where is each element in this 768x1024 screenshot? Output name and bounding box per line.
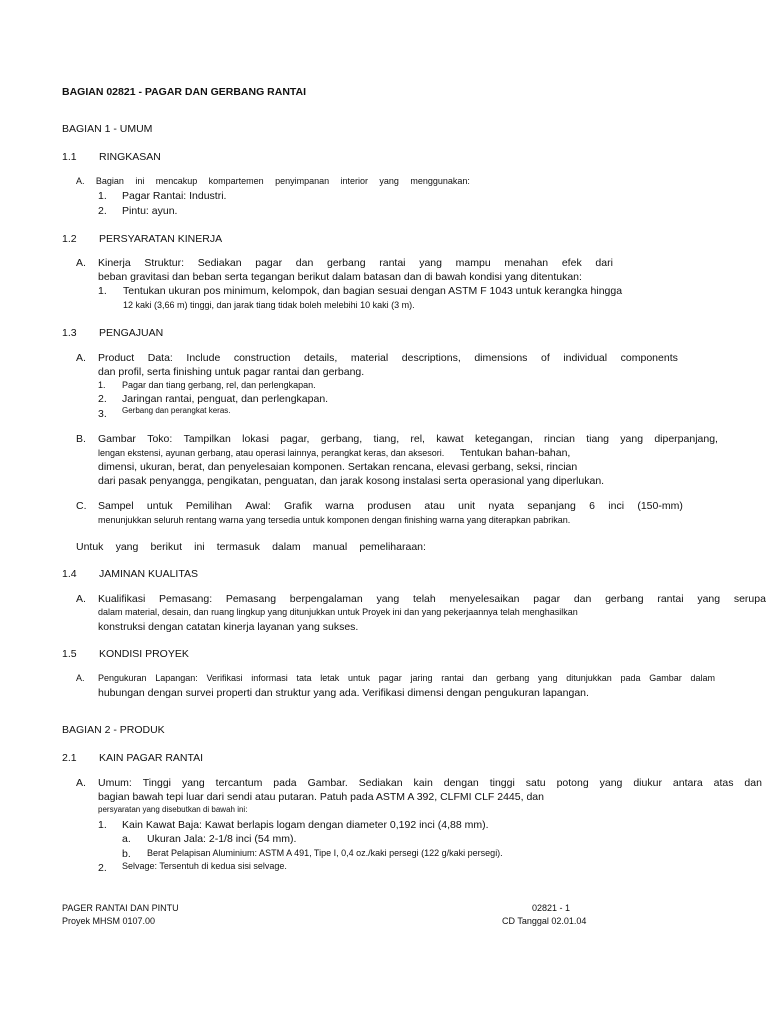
section-1-3-number: 1.3 bbox=[62, 327, 77, 339]
s15-marker-a: A. bbox=[76, 673, 85, 683]
s12-item-1-line1: Tentukan ukuran pos minimum, kelompok, dan bagian sesuai dengan ASTM F 1043 untuk kerangka hingga bbox=[123, 285, 623, 297]
s12-item-1-number: 1. bbox=[98, 285, 107, 297]
s13-marker-b: B. bbox=[76, 433, 86, 445]
s12-item-1-line2: 12 kaki (3,66 m) tinggi, dan jarak tiang tidak boleh melebihi 10 kaki (3 m). bbox=[123, 300, 415, 310]
s11-item-2: Pintu: ayun. bbox=[122, 205, 178, 217]
s21-item-2-number: 2. bbox=[98, 862, 107, 874]
section-2-1-title: KAIN PAGAR RANTAI bbox=[99, 752, 204, 764]
s21-sub-a: Ukuran Jala: 2-1/8 inci (54 mm). bbox=[147, 833, 297, 845]
s13-paragraph-c-line2: menunjukkan seluruh rentang warna yang tersedia untuk komponen dengan finishing warna yang diterapkan pabrikan. bbox=[98, 515, 571, 525]
s12-marker-a: A. bbox=[76, 257, 86, 269]
section-2-1-number: 2.1 bbox=[62, 752, 77, 764]
s13-paragraph-b-line3: dimensi, ukuran, berat, dan penyelesaian komponen. Sertakan rencana, elevasi gerbang, seksi, rincian bbox=[98, 461, 578, 473]
footer-left-title: PAGER RANTAI DAN PINTU bbox=[62, 903, 179, 913]
s13-item-3-number: 3. bbox=[98, 408, 107, 420]
section-1-1-number: 1.1 bbox=[62, 151, 77, 163]
section-1-1-title: RINGKASAN bbox=[99, 151, 161, 163]
s13-paragraph-b-line1: Gambar Toko: Tampilkan lokasi pagar, gerbang, tiang, rel, kawat ketegangan, rincian tiang yang diperpanjang, bbox=[98, 433, 718, 445]
s13-marker-c: C. bbox=[76, 500, 87, 512]
s21-item-1: Kain Kawat Baja: Kawat berlapis logam dengan diameter 0,192 inci (4,88 mm). bbox=[122, 819, 489, 831]
s21-sub-a-number: a. bbox=[122, 833, 131, 845]
s13-item-1-number: 1. bbox=[98, 380, 106, 390]
s21-item-2: Selvage: Tersentuh di kedua sisi selvage. bbox=[122, 861, 287, 871]
s11-item-1-number: 1. bbox=[98, 190, 107, 202]
s21-paragraph-a-line3: persyaratan yang disebutkan di bawah ini: bbox=[98, 805, 248, 814]
s14-paragraph-a-line2: dalam material, desain, dan ruang lingkup yang ditunjukkan untuk Proyek ini dan yang pekerjaannya telah menghasilkan bbox=[98, 607, 578, 617]
s21-marker-a: A. bbox=[76, 777, 86, 789]
s13-item-2: Jaringan rantai, penguat, dan perlengkapan. bbox=[122, 393, 329, 405]
s21-sub-b-number: b. bbox=[122, 848, 131, 860]
s13-paragraph-b-line2a: lengan ekstensi, ayunan gerbang, atau operasi lainnya, perangkat keras, dan aksesori. bbox=[98, 448, 445, 458]
section-1-5-title: KONDISI PROYEK bbox=[99, 648, 189, 660]
section-1-2-number: 1.2 bbox=[62, 233, 77, 245]
s11-item-1: Pagar Rantai: Industri. bbox=[122, 190, 227, 202]
document-title: BAGIAN 02821 - PAGAR DAN GERBANG RANTAI bbox=[62, 86, 307, 98]
s13-paragraph-b-line4: dari pasak penyangga, pengikatan, penguatan, dan jarak kosong instalasi serta operasional yang diperlukan. bbox=[98, 475, 605, 487]
footer-left-project: Proyek MHSM 0107.00 bbox=[62, 916, 156, 926]
s21-sub-b: Berat Pelapisan Aluminium: ASTM A 491, Tipe I, 0,4 oz./kaki persegi (122 g/kaki persegi). bbox=[147, 848, 503, 858]
s21-paragraph-a-line1: Umum: Tinggi yang tercantum pada Gambar. Sediakan kain dengan tinggi satu potong yang diukur antara atas dan bbox=[98, 777, 762, 789]
s12-paragraph-a-line1: Kinerja Struktur: Sediakan pagar dan gerbang rantai yang mampu menahan efek dari bbox=[98, 257, 613, 269]
part-1-heading: BAGIAN 1 - UMUM bbox=[62, 123, 153, 135]
s13-paragraph-c-line1: Sampel untuk Pemilihan Awal: Grafik warna produsen atau unit nyata sepanjang 6 inci (150-mm) bbox=[98, 500, 683, 512]
s13-marker-a: A. bbox=[76, 352, 86, 364]
s13-paragraph-a-line2: dan profil, serta finishing untuk pagar rantai dan gerbang. bbox=[98, 366, 365, 378]
s13-item-1: Pagar dan tiang gerbang, rel, dan perlengkapan. bbox=[122, 380, 316, 390]
s14-marker-a: A. bbox=[76, 593, 86, 605]
s13-paragraph-b-line2b: Tentukan bahan-bahan, bbox=[460, 447, 571, 459]
section-1-4-title: JAMINAN KUALITAS bbox=[99, 568, 198, 580]
s13-item-2-number: 2. bbox=[98, 393, 107, 405]
section-1-3-title: PENGAJUAN bbox=[99, 327, 164, 339]
s13-paragraph-a-line1: Product Data: Include construction details, material descriptions, dimensions of individual components bbox=[98, 352, 678, 364]
s14-paragraph-a-line1: Kualifikasi Pemasang: Pemasang berpengalaman yang telah menyelesaikan pagar dan gerbang rantai yang serupa bbox=[98, 593, 766, 605]
part-2-heading: BAGIAN 2 - PRODUK bbox=[62, 724, 165, 736]
s11-item-2-number: 2. bbox=[98, 205, 107, 217]
section-1-2-title: PERSYARATAN KINERJA bbox=[99, 233, 223, 245]
s15-paragraph-a-line1: Pengukuran Lapangan: Verifikasi informasi tata letak untuk pagar jaring rantai dan gerbang yang ditunjukkan pada Gambar dalam bbox=[98, 673, 715, 683]
s11-paragraph-a: A. Bagian ini mencakup kompartemen penyimpanan interior yang menggunakan: bbox=[76, 176, 470, 186]
s21-item-1-number: 1. bbox=[98, 819, 107, 831]
section-1-4-number: 1.4 bbox=[62, 568, 77, 580]
footer-date: CD Tanggal 02.01.04 bbox=[502, 916, 587, 926]
footer-page-number: 02821 - 1 bbox=[532, 903, 571, 913]
s14-paragraph-a-line3: konstruksi dengan catatan kinerja layanan yang sukses. bbox=[98, 621, 359, 633]
s12-paragraph-a-line2: beban gravitasi dan beban serta tegangan berikut dalam batasan dan di bawah kondisi yang ditentukan: bbox=[98, 271, 582, 283]
s15-paragraph-a-line2: hubungan dengan survei properti dan struktur yang ada. Verifikasi dimensi dengan pengukuran lapangan. bbox=[98, 687, 589, 699]
s21-paragraph-a-line2: bagian bawah tepi luar dari sendi atau putaran. Patuh pada ASTM A 392, CLFMI CLF 2445, dan bbox=[98, 791, 544, 803]
s13-item-3: Gerbang dan perangkat keras. bbox=[122, 406, 231, 415]
s13-maintenance-line: Untuk yang berikut ini termasuk dalam manual pemeliharaan: bbox=[76, 541, 426, 553]
section-1-5-number: 1.5 bbox=[62, 648, 77, 660]
